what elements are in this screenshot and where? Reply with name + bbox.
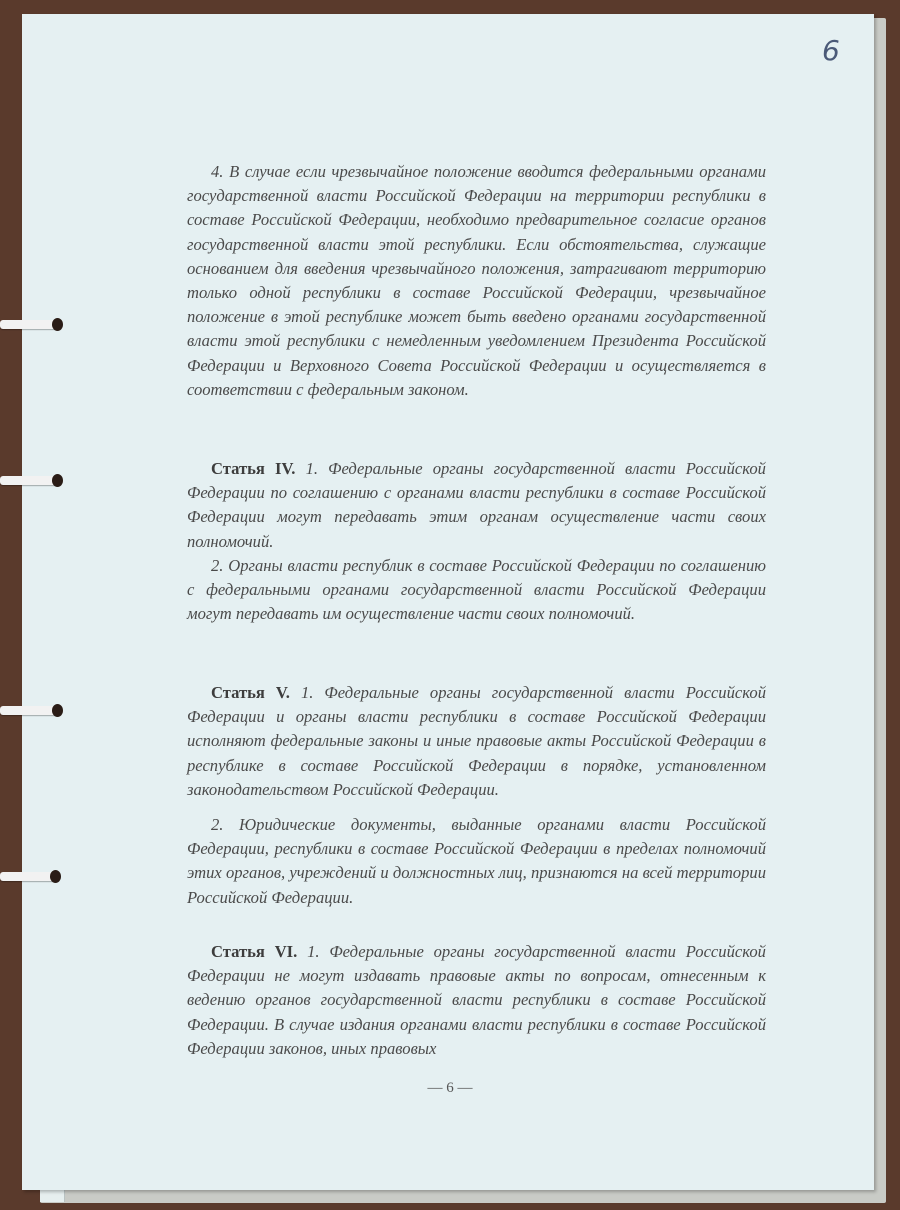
binding-hole (52, 704, 63, 717)
article-6-par-1 (187, 940, 766, 1061)
handwritten-page-number: 6 (822, 34, 840, 67)
binding-string (0, 476, 60, 485)
article-5-par-1 (187, 681, 766, 802)
paragraph-text: 1. Федеральные органы государственной власти Российской Федерации по соглашению с органами власти республики в составе Российской Федерации могут передавать этим органам осуществление части своих полномочий. (187, 459, 766, 551)
paragraph-text: 1. Федеральные органы государственной власти Российской Федерации и органы власти республики в составе Российской Федерации исполняют федеральные законы и иные правовые акты Российской Федерации в республике в составе Российской Федерации в порядке, установленном законодательством Российской Федерации. (187, 683, 766, 799)
article-4 (187, 457, 766, 626)
binding-hole (52, 318, 63, 331)
page-number: — 6 — (427, 1080, 473, 1096)
article-6 (187, 940, 766, 1061)
article-5-par-2: 2. Юридические документы, выданные органами власти Российской Федерации, республики в составе Российской Федерации в пределах полномочий этих органов, учреждений и должностных лиц, признаются на всей территории Российской Федерации. (187, 815, 766, 907)
paragraph-text: 1. Федеральные органы государственной власти Российской Федерации не могут издавать правовые акты по вопросам, отнесенным к ведению органов государственной власти республики в составе Российской Федерации. В случае издания органами власти республики в составе Российской Федерации законов, иных правовых (187, 942, 766, 1058)
binding-string (0, 706, 60, 715)
binding-hole (50, 870, 61, 883)
binding-string (0, 320, 60, 329)
article-5-label: Статья V. (211, 683, 290, 702)
article-4-par-1 (187, 457, 766, 554)
article-4-par-2: 2. Органы власти республик в составе Российской Федерации по соглашению с федеральными органами государственной власти Российской Федерации могут передавать им осуществление части своих полномочий. (187, 555, 766, 624)
article-4-label: Статья IV. (211, 459, 296, 478)
paragraph-4 (187, 160, 766, 402)
binding-hole (52, 474, 63, 487)
paragraph-text: 4. В случае если чрезвычайное положение вводится федеральными органами государственной власти Российской Федерации на территории республики в составе Российской Федерации, необходимо предварительное согласие органов государственной власти этой республики. Если обстоятельства, служащие основанием для введения чрезвычайного положения, затрагивают территорию только одной республики в составе Российской Федерации, чрезвычайное положение в этой республике может быть введено органами государственной власти этой республики с немедленным уведомлением Президента Российской Федерации и Верховного Совета Российской Федерации и осуществляется в соответствии с федеральным законом. (187, 162, 766, 399)
article-5 (187, 681, 766, 910)
article-6-label: Статья VI. (211, 942, 298, 961)
